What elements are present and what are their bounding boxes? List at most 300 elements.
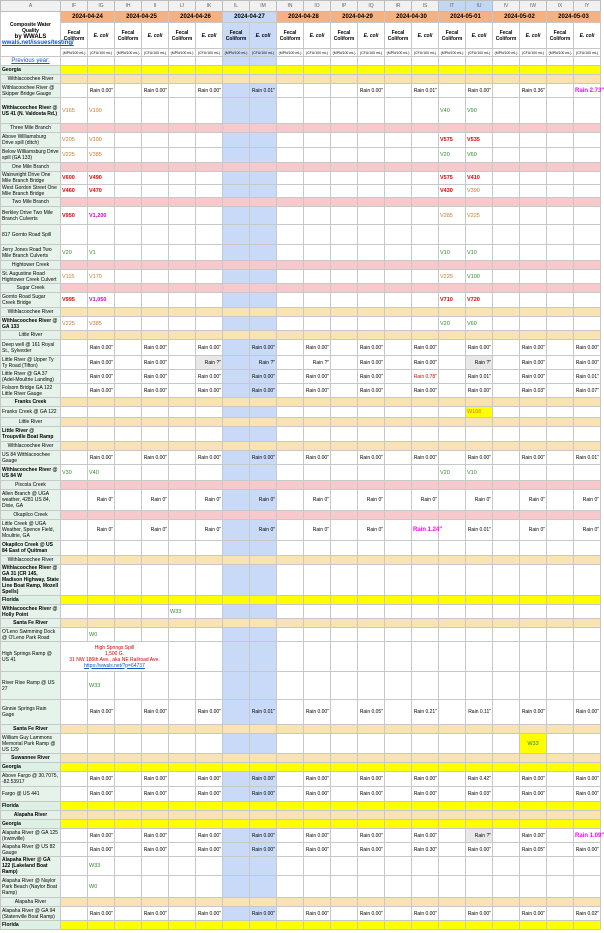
data-cell[interactable]	[439, 356, 466, 370]
data-cell[interactable]	[142, 133, 169, 148]
data-cell[interactable]	[277, 245, 304, 261]
rain-cell[interactable]: Rain 0.00"	[358, 370, 385, 384]
data-cell[interactable]	[331, 829, 358, 843]
bacteria-result-cell[interactable]: W33	[88, 857, 115, 876]
rain-cell[interactable]: Rain 0"	[142, 490, 169, 511]
data-cell[interactable]	[196, 148, 223, 163]
column-header-ix[interactable]: IX	[547, 1, 574, 12]
data-cell[interactable]	[250, 407, 277, 418]
bacteria-result-cell[interactable]: V390	[466, 185, 493, 198]
data-cell[interactable]	[304, 317, 331, 331]
column-header-ip[interactable]: IP	[331, 1, 358, 12]
data-cell[interactable]	[250, 293, 277, 308]
data-cell[interactable]	[250, 225, 277, 245]
spill-link[interactable]: https://wwals.net/?p=64737	[84, 662, 145, 669]
data-cell[interactable]	[358, 293, 385, 308]
data-cell[interactable]	[61, 451, 88, 465]
data-cell[interactable]	[331, 98, 358, 124]
rain-cell[interactable]: Rain 0.00"	[304, 843, 331, 857]
data-cell[interactable]	[250, 207, 277, 225]
data-cell[interactable]	[412, 541, 439, 556]
rain-cell[interactable]: Rain 0.00"	[574, 700, 601, 725]
data-cell[interactable]	[61, 490, 88, 511]
data-cell[interactable]	[169, 148, 196, 163]
bacteria-result-cell[interactable]: V1	[88, 245, 115, 261]
data-cell[interactable]	[493, 370, 520, 384]
bacteria-result-cell[interactable]: V490	[88, 172, 115, 185]
data-cell[interactable]	[412, 427, 439, 442]
data-cell[interactable]	[196, 642, 223, 672]
data-cell[interactable]	[223, 98, 250, 124]
rain-cell[interactable]: Rain 0.00"	[304, 787, 331, 802]
bacteria-result-cell[interactable]: V710	[439, 293, 466, 308]
rain-cell[interactable]: Rain 0.00"	[358, 787, 385, 802]
data-cell[interactable]	[277, 628, 304, 642]
data-cell[interactable]	[61, 672, 88, 700]
data-cell[interactable]	[493, 84, 520, 98]
data-cell[interactable]	[412, 642, 439, 672]
rain-cell[interactable]: Rain 0"	[412, 490, 439, 511]
data-cell[interactable]	[223, 407, 250, 418]
data-cell[interactable]	[277, 857, 304, 876]
data-cell[interactable]	[169, 185, 196, 198]
data-cell[interactable]	[520, 98, 547, 124]
data-cell[interactable]	[250, 172, 277, 185]
rain-cell[interactable]: Rain 0.00"	[250, 907, 277, 921]
data-cell[interactable]	[520, 465, 547, 481]
data-cell[interactable]	[169, 907, 196, 921]
data-cell[interactable]	[493, 700, 520, 725]
data-cell[interactable]	[61, 384, 88, 398]
data-cell[interactable]	[169, 172, 196, 185]
data-cell[interactable]	[169, 133, 196, 148]
site-label[interactable]: Below Williamsburg Drive spill (GA 133)	[2, 149, 59, 161]
data-cell[interactable]	[385, 907, 412, 921]
data-cell[interactable]	[196, 407, 223, 418]
data-cell[interactable]	[439, 876, 466, 898]
data-cell[interactable]	[223, 465, 250, 481]
rain-cell[interactable]: Rain 0.00"	[412, 829, 439, 843]
data-cell[interactable]	[142, 857, 169, 876]
data-cell[interactable]	[385, 565, 412, 596]
data-cell[interactable]	[115, 270, 142, 284]
data-cell[interactable]	[277, 672, 304, 700]
data-cell[interactable]	[88, 605, 115, 619]
bacteria-result-cell[interactable]: V460	[61, 185, 88, 198]
data-cell[interactable]	[223, 172, 250, 185]
data-cell[interactable]	[304, 172, 331, 185]
data-cell[interactable]	[223, 245, 250, 261]
data-cell[interactable]	[385, 84, 412, 98]
data-cell[interactable]	[493, 225, 520, 245]
rain-cell[interactable]: Rain 0.00"	[304, 907, 331, 921]
data-cell[interactable]	[385, 98, 412, 124]
data-cell[interactable]	[547, 225, 574, 245]
data-cell[interactable]	[142, 407, 169, 418]
data-cell[interactable]	[277, 84, 304, 98]
site-label[interactable]: River Rise Ramp @ US 27	[1, 672, 61, 700]
data-cell[interactable]	[250, 148, 277, 163]
data-cell[interactable]	[439, 427, 466, 442]
data-cell[interactable]	[304, 628, 331, 642]
data-cell[interactable]	[304, 270, 331, 284]
data-cell[interactable]	[169, 384, 196, 398]
bacteria-result-cell[interactable]: W0	[88, 876, 115, 898]
rain-cell[interactable]: Rain 0"	[358, 490, 385, 511]
data-cell[interactable]	[466, 565, 493, 596]
bacteria-result-cell[interactable]: V20	[439, 317, 466, 331]
data-cell[interactable]	[223, 628, 250, 642]
data-cell[interactable]	[493, 384, 520, 398]
site-label[interactable]: Little Creek @ UGA Weather, Spence Field, Moultrie, GA	[1, 520, 61, 541]
rain-cell[interactable]: Rain 0.00"	[358, 907, 385, 921]
rain-cell[interactable]: Rain 0"	[520, 490, 547, 511]
data-cell[interactable]	[520, 293, 547, 308]
data-cell[interactable]	[493, 843, 520, 857]
data-cell[interactable]	[385, 672, 412, 700]
data-cell[interactable]	[61, 734, 88, 754]
data-cell[interactable]	[115, 370, 142, 384]
data-cell[interactable]	[493, 605, 520, 619]
site-label[interactable]: Deep well @ 161 Royal St., Sylvester	[1, 340, 61, 356]
data-cell[interactable]	[304, 541, 331, 556]
rain-cell[interactable]: Rain 0.00"	[466, 907, 493, 921]
data-cell[interactable]	[223, 84, 250, 98]
bacteria-result-cell[interactable]: V10	[466, 245, 493, 261]
data-cell[interactable]	[547, 384, 574, 398]
rain-cell[interactable]: Rain 0.03"	[466, 787, 493, 802]
rain-cell[interactable]: Rain 0.00"	[412, 356, 439, 370]
data-cell[interactable]	[385, 427, 412, 442]
data-cell[interactable]	[169, 700, 196, 725]
data-cell[interactable]	[520, 628, 547, 642]
data-cell[interactable]	[331, 700, 358, 725]
data-cell[interactable]	[466, 734, 493, 754]
rain-cell[interactable]: Rain 0.21"	[412, 700, 439, 725]
rain-cell[interactable]: Rain 0.00"	[142, 384, 169, 398]
data-cell[interactable]	[385, 148, 412, 163]
data-cell[interactable]	[277, 270, 304, 284]
rain-cell[interactable]: Rain 0.00"	[304, 384, 331, 398]
data-cell[interactable]	[331, 317, 358, 331]
data-cell[interactable]	[142, 565, 169, 596]
data-cell[interactable]	[439, 384, 466, 398]
data-cell[interactable]	[385, 843, 412, 857]
data-cell[interactable]	[196, 857, 223, 876]
data-cell[interactable]	[412, 465, 439, 481]
rain-cell[interactable]: Rain 0.00"	[304, 829, 331, 843]
data-cell[interactable]	[277, 541, 304, 556]
data-cell[interactable]	[574, 98, 601, 124]
data-cell[interactable]	[493, 772, 520, 787]
data-cell[interactable]	[547, 520, 574, 541]
bacteria-result-cell[interactable]: V410	[466, 172, 493, 185]
bacteria-result-cell[interactable]: V950	[61, 207, 88, 225]
data-cell[interactable]	[169, 734, 196, 754]
rain-cell[interactable]: Rain 0.00"	[466, 451, 493, 465]
data-cell[interactable]	[142, 98, 169, 124]
data-cell[interactable]	[385, 700, 412, 725]
data-cell[interactable]	[493, 787, 520, 802]
rain-cell[interactable]: Rain 0.00"	[250, 384, 277, 398]
data-cell[interactable]	[115, 857, 142, 876]
data-cell[interactable]	[493, 427, 520, 442]
data-cell[interactable]	[277, 490, 304, 511]
data-cell[interactable]	[88, 565, 115, 596]
data-cell[interactable]	[223, 642, 250, 672]
data-cell[interactable]	[250, 672, 277, 700]
site-label[interactable]: Allen Branch @ UGA weather, 4281 US 84, Dixie, GA	[1, 490, 61, 511]
bacteria-result-cell[interactable]: V535	[466, 133, 493, 148]
data-cell[interactable]	[115, 98, 142, 124]
bacteria-result-cell[interactable]: V90	[466, 98, 493, 124]
data-cell[interactable]	[439, 520, 466, 541]
data-cell[interactable]	[574, 605, 601, 619]
data-cell[interactable]	[439, 857, 466, 876]
data-cell[interactable]	[412, 133, 439, 148]
data-cell[interactable]	[547, 172, 574, 185]
data-cell[interactable]	[493, 185, 520, 198]
data-cell[interactable]	[412, 270, 439, 284]
bacteria-result-cell[interactable]: V720	[466, 293, 493, 308]
data-cell[interactable]	[223, 829, 250, 843]
data-cell[interactable]	[439, 451, 466, 465]
data-cell[interactable]	[520, 270, 547, 284]
data-cell[interactable]	[331, 565, 358, 596]
data-cell[interactable]	[142, 465, 169, 481]
data-cell[interactable]	[223, 907, 250, 921]
data-cell[interactable]	[223, 370, 250, 384]
data-cell[interactable]	[358, 465, 385, 481]
bacteria-result-cell[interactable]: V1,200	[88, 207, 115, 225]
data-cell[interactable]	[115, 876, 142, 898]
data-cell[interactable]	[169, 270, 196, 284]
data-cell[interactable]	[88, 541, 115, 556]
data-cell[interactable]	[331, 843, 358, 857]
data-cell[interactable]	[142, 293, 169, 308]
column-header-is[interactable]: IS	[412, 1, 439, 12]
data-cell[interactable]	[385, 787, 412, 802]
rain-cell[interactable]: Rain 0.00"	[196, 787, 223, 802]
data-cell[interactable]	[196, 734, 223, 754]
data-cell[interactable]	[223, 384, 250, 398]
data-cell[interactable]	[223, 876, 250, 898]
data-cell[interactable]	[196, 317, 223, 331]
data-cell[interactable]	[142, 427, 169, 442]
column-header-il[interactable]: IL	[223, 1, 250, 12]
data-cell[interactable]	[358, 270, 385, 284]
data-cell[interactable]	[223, 225, 250, 245]
bacteria-result-cell[interactable]: V20	[439, 148, 466, 163]
rain-cell[interactable]: Rain 0.01"	[250, 700, 277, 725]
data-cell[interactable]	[115, 465, 142, 481]
data-cell[interactable]	[331, 148, 358, 163]
rain-cell[interactable]: Rain 0.00"	[142, 700, 169, 725]
data-cell[interactable]	[574, 734, 601, 754]
data-cell[interactable]	[61, 520, 88, 541]
rain-cell[interactable]: Rain 0"	[88, 520, 115, 541]
data-cell[interactable]	[358, 407, 385, 418]
data-cell[interactable]	[547, 370, 574, 384]
data-cell[interactable]	[277, 565, 304, 596]
column-header-ii[interactable]: II	[142, 1, 169, 12]
data-cell[interactable]	[277, 829, 304, 843]
data-cell[interactable]	[358, 98, 385, 124]
data-cell[interactable]	[493, 98, 520, 124]
data-cell[interactable]	[520, 876, 547, 898]
data-cell[interactable]	[574, 628, 601, 642]
data-cell[interactable]	[115, 148, 142, 163]
data-cell[interactable]	[331, 84, 358, 98]
data-cell[interactable]	[493, 829, 520, 843]
data-cell[interactable]	[196, 172, 223, 185]
bacteria-result-cell[interactable]: V190	[88, 98, 115, 124]
data-cell[interactable]	[142, 245, 169, 261]
rain-cell[interactable]: Rain 0.00"	[88, 340, 115, 356]
data-cell[interactable]	[115, 245, 142, 261]
data-cell[interactable]	[115, 907, 142, 921]
data-cell[interactable]	[115, 565, 142, 596]
data-cell[interactable]	[331, 172, 358, 185]
rain-cell[interactable]: Rain 0.00"	[88, 84, 115, 98]
data-cell[interactable]	[331, 772, 358, 787]
data-cell[interactable]	[331, 245, 358, 261]
column-header-ir[interactable]: IR	[385, 1, 412, 12]
data-cell[interactable]	[115, 340, 142, 356]
data-cell[interactable]	[520, 605, 547, 619]
bacteria-result-cell[interactable]: V190	[88, 133, 115, 148]
data-cell[interactable]	[250, 245, 277, 261]
data-cell[interactable]	[223, 672, 250, 700]
data-cell[interactable]	[169, 465, 196, 481]
data-cell[interactable]	[331, 642, 358, 672]
data-cell[interactable]	[547, 465, 574, 481]
data-cell[interactable]	[223, 133, 250, 148]
rain-cell[interactable]: Rain 0.00"	[196, 772, 223, 787]
rain-cell[interactable]: Rain 0.05"	[520, 843, 547, 857]
data-cell[interactable]	[223, 148, 250, 163]
data-cell[interactable]	[250, 876, 277, 898]
previous-year-link[interactable]: Previous year:	[1, 57, 61, 66]
data-cell[interactable]	[115, 672, 142, 700]
data-cell[interactable]	[277, 384, 304, 398]
rain-cell[interactable]: Rain 0.00"	[250, 340, 277, 356]
data-cell[interactable]	[331, 225, 358, 245]
site-label[interactable]: Little River @ GA 37 (Adel-Moultrie Landing)	[1, 370, 61, 384]
rain-cell[interactable]: Rain 0.00"	[466, 84, 493, 98]
bacteria-result-cell[interactable]: V470	[88, 185, 115, 198]
column-header-a[interactable]: A	[1, 1, 61, 12]
bacteria-result-cell[interactable]: V40	[88, 465, 115, 481]
data-cell[interactable]	[358, 185, 385, 198]
site-label[interactable]: Little River @ Troupville Boat Ramp	[1, 427, 61, 442]
data-cell[interactable]	[385, 185, 412, 198]
data-cell[interactable]	[277, 843, 304, 857]
data-cell[interactable]	[277, 98, 304, 124]
data-cell[interactable]	[196, 293, 223, 308]
data-cell[interactable]	[142, 628, 169, 642]
data-cell[interactable]	[493, 857, 520, 876]
data-cell[interactable]	[304, 225, 331, 245]
data-cell[interactable]	[223, 520, 250, 541]
data-cell[interactable]	[574, 565, 601, 596]
data-cell[interactable]	[574, 245, 601, 261]
data-cell[interactable]	[466, 642, 493, 672]
data-cell[interactable]	[547, 565, 574, 596]
data-cell[interactable]	[439, 672, 466, 700]
bacteria-result-cell[interactable]: V170	[88, 270, 115, 284]
data-cell[interactable]	[412, 207, 439, 225]
bacteria-result-cell[interactable]: V225	[61, 148, 88, 163]
site-label[interactable]: US 84 Withlacoochee Gauge	[1, 451, 61, 465]
data-cell[interactable]	[115, 628, 142, 642]
data-cell[interactable]	[547, 829, 574, 843]
rain-cell[interactable]: Rain 0.00"	[196, 843, 223, 857]
data-cell[interactable]	[385, 245, 412, 261]
site-label[interactable]: Alapaha River @ GA 122 (Lakeland Boat Ramp)	[1, 857, 61, 876]
rain-cell[interactable]: Rain 0"	[304, 490, 331, 511]
data-cell[interactable]	[115, 207, 142, 225]
data-cell[interactable]	[304, 565, 331, 596]
rain-cell[interactable]: Rain 0.00"	[142, 907, 169, 921]
data-cell[interactable]	[547, 700, 574, 725]
rain-cell[interactable]: Rain 2.73"	[574, 84, 601, 98]
bacteria-result-cell[interactable]: V385	[88, 148, 115, 163]
bacteria-result-cell[interactable]: V115	[61, 270, 88, 284]
data-cell[interactable]	[466, 876, 493, 898]
data-cell[interactable]	[385, 541, 412, 556]
rain-cell[interactable]: Rain 0.01"	[466, 520, 493, 541]
rain-cell[interactable]: Rain 0.00"	[358, 384, 385, 398]
rain-cell[interactable]: Rain 0.00"	[196, 84, 223, 98]
data-cell[interactable]	[277, 407, 304, 418]
data-cell[interactable]	[520, 148, 547, 163]
rain-cell[interactable]: Rain 0.00"	[412, 451, 439, 465]
column-header-if[interactable]: IF	[61, 1, 88, 12]
data-cell[interactable]	[331, 628, 358, 642]
site-label[interactable]: Gornto Road Sugar Creek Bridge	[1, 293, 61, 308]
data-cell[interactable]	[250, 133, 277, 148]
rain-cell[interactable]: Rain 0.00"	[412, 787, 439, 802]
data-cell[interactable]	[304, 98, 331, 124]
data-cell[interactable]	[412, 734, 439, 754]
column-header-iy[interactable]: IY	[574, 1, 601, 12]
data-cell[interactable]	[88, 225, 115, 245]
data-cell[interactable]	[547, 628, 574, 642]
column-header-ij[interactable]: IJ	[169, 1, 196, 12]
data-cell[interactable]	[196, 225, 223, 245]
rain-cell[interactable]: Rain 0.00"	[304, 451, 331, 465]
data-cell[interactable]	[385, 133, 412, 148]
data-cell[interactable]	[115, 185, 142, 198]
data-cell[interactable]	[493, 642, 520, 672]
data-cell[interactable]	[115, 427, 142, 442]
data-cell[interactable]	[574, 225, 601, 245]
data-cell[interactable]	[493, 317, 520, 331]
data-cell[interactable]	[61, 907, 88, 921]
data-cell[interactable]	[61, 407, 88, 418]
site-label[interactable]: Folsom Bridge GA 122 Little River Gauge	[1, 384, 61, 398]
data-cell[interactable]	[223, 787, 250, 802]
data-cell[interactable]	[547, 185, 574, 198]
data-cell[interactable]	[250, 541, 277, 556]
data-cell[interactable]	[304, 605, 331, 619]
rain-cell[interactable]: Rain 0"	[250, 520, 277, 541]
rain-cell[interactable]: Rain 0"	[574, 490, 601, 511]
site-label[interactable]: Withlacoochee River @ US 41 (N. Valdosta Rd.)	[1, 98, 61, 124]
data-cell[interactable]	[169, 207, 196, 225]
data-cell[interactable]	[169, 451, 196, 465]
